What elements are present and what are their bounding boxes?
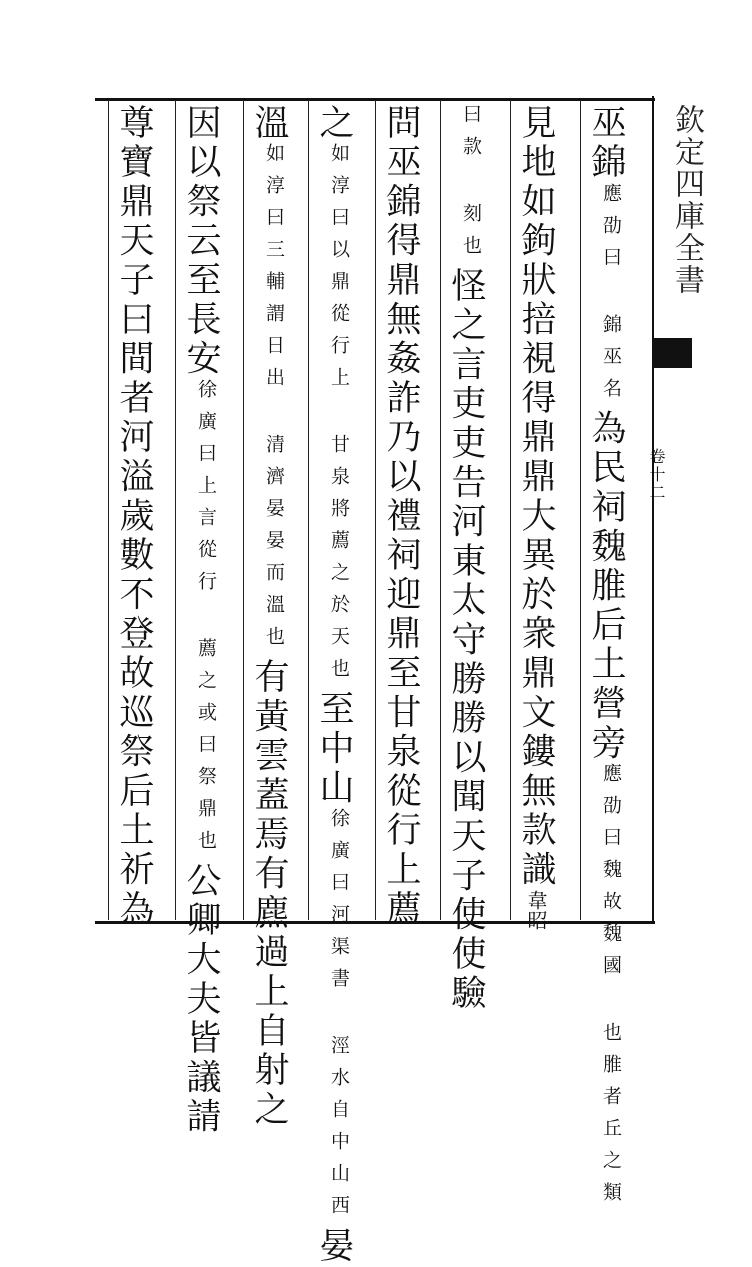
- fishtail-mark: [652, 338, 692, 368]
- main-text: 有黃雲蓋焉有麃過上自射之: [249, 658, 289, 1130]
- main-text: 至中山: [314, 690, 354, 809]
- annotation: 曰款 刻也: [460, 104, 482, 267]
- main-text: 尊寶鼎天子曰間者河溢歲數不登故巡祭后土祈為: [114, 104, 154, 930]
- main-text: 怪之言吏吏告河東太守勝勝以聞天子使使驗: [446, 267, 486, 1014]
- column-rule: [243, 100, 244, 920]
- main-text: 巫錦: [586, 104, 626, 183]
- main-text: 之: [314, 104, 354, 144]
- main-text: 晏: [314, 1227, 354, 1267]
- main-text: 問巫錦得鼎無姦詐乃以禮祠迎鼎至甘泉從行上薦: [381, 104, 421, 930]
- main-text: 公卿大夫皆議請: [181, 862, 221, 1138]
- annotation: 韋昭: [524, 890, 548, 930]
- frame-right-border: [652, 96, 654, 924]
- column-rule: [375, 100, 376, 920]
- main-text: 為民祠魏脽后土營旁: [586, 409, 626, 764]
- text-column-1: [586, 104, 626, 1215]
- annotation: 如淳曰三輔謂日出 清濟晏晏而溫也: [263, 143, 285, 659]
- column-rule: [108, 100, 109, 920]
- text-column-2: [516, 104, 556, 930]
- text-column-6: [249, 104, 289, 1130]
- annotation: 徐廣曰上言從行 薦之或曰祭鼎也: [195, 379, 217, 863]
- text-column-8: [114, 104, 154, 930]
- column-rule: [440, 100, 441, 920]
- text-column-3: [446, 104, 486, 1014]
- column-rule: [175, 100, 176, 920]
- text-column-5: [314, 104, 354, 1267]
- column-rule: [308, 100, 309, 920]
- text-column-4: [381, 104, 421, 930]
- annotation: 應劭曰 錦巫名: [600, 182, 622, 410]
- annotation: 應劭曰魏故魏國 也脽者丘之類: [600, 763, 622, 1215]
- main-text: 溫: [249, 104, 289, 144]
- main-text: 因以祭云至長安: [181, 104, 221, 380]
- main-text: 見地如鉤狀掊視得鼎鼎大異於衆鼎文鏤無款識: [516, 104, 556, 890]
- column-rule: [510, 100, 511, 920]
- margin-juan-number: 卷十二: [647, 448, 666, 502]
- column-rule: [580, 100, 581, 920]
- annotation: 如淳曰以鼎從行上 甘泉將薦之於天也: [328, 143, 350, 691]
- annotation: 徐廣曰河渠書 涇水自中山西: [328, 808, 350, 1228]
- text-column-7: [181, 104, 221, 1138]
- margin-book-title: 欽定四庫全書: [669, 104, 704, 296]
- frame-bottom-border: [95, 921, 655, 924]
